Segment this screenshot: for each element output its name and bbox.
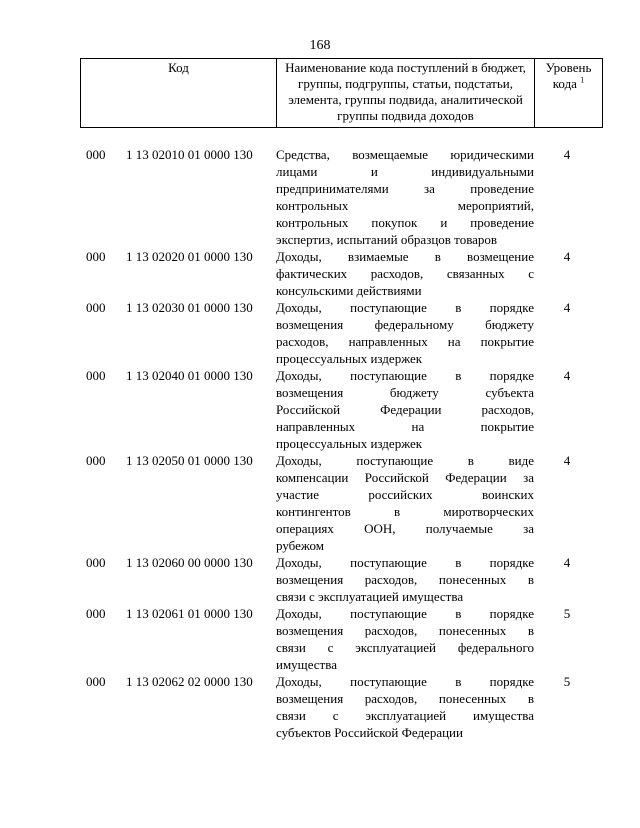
description-line: участие российских воинских	[276, 487, 534, 502]
table-row	[80, 248, 600, 299]
header-name-label: Наименование кода поступлений в бюджет, группы, подгруппы, статьи, подстатьи, элемента, группы подвида, аналитической группы подвида доходов	[285, 60, 526, 123]
description-line: Доходы, поступающие в порядке	[276, 606, 534, 621]
footnote-marker: 1	[580, 75, 585, 85]
revenue-description	[276, 248, 534, 299]
admin-code: 000	[86, 300, 106, 315]
header-code	[81, 59, 277, 128]
revenue-description	[276, 554, 534, 605]
revenue-code: 1 13 02062 02 0000 130	[126, 674, 253, 689]
code-level: 4	[563, 300, 571, 315]
admin-code: 000	[86, 606, 106, 621]
table-row	[80, 146, 600, 248]
description-line: возмещения расходов, понесенных в	[276, 623, 534, 638]
description-line: процессуальных издержек	[276, 436, 423, 451]
description-line: возмещения федеральному бюджету	[276, 317, 534, 332]
revenue-code: 1 13 02040 01 0000 130	[126, 368, 253, 383]
admin-code: 000	[86, 674, 106, 689]
table-body	[80, 146, 600, 741]
table-row	[80, 673, 600, 741]
description-line: операциях ООН, получаемые за	[276, 521, 534, 536]
revenue-description	[276, 673, 534, 741]
description-line: Доходы, поступающие в порядке	[276, 368, 534, 383]
description-line: Доходы, взимаемые в возмещение	[276, 249, 534, 264]
revenue-code: 1 13 02030 01 0000 130	[126, 300, 253, 315]
revenue-code: 1 13 02050 01 0000 130	[126, 453, 253, 468]
table-row	[80, 554, 600, 605]
code-level: 4	[563, 453, 571, 468]
table-row	[80, 452, 600, 554]
code-level: 5	[563, 606, 571, 621]
revenue-description	[276, 367, 534, 452]
revenue-description	[276, 146, 534, 248]
description-line: консульскими действиями	[276, 283, 422, 298]
header-code-label: Код	[168, 60, 189, 75]
revenue-code: 1 13 02061 01 0000 130	[126, 606, 253, 621]
table-row	[80, 367, 600, 452]
description-line: Доходы, поступающие в виде	[276, 453, 534, 468]
description-line: фактических расходов, связанных с	[276, 266, 534, 281]
description-line: компенсации Российской Федерации за	[276, 470, 534, 485]
header-level-label: Уровень кода	[545, 60, 592, 91]
description-line: Доходы, поступающие в порядке	[276, 555, 534, 570]
code-level: 4	[563, 368, 571, 383]
description-line: предпринимателями за проведение	[276, 181, 534, 196]
description-line: связи с эксплуатацией имущества	[276, 589, 464, 604]
description-line: имущества	[276, 657, 337, 672]
description-line: экспертиз, испытаний образцов товаров	[276, 232, 498, 247]
description-line: контрольных мероприятий,	[276, 198, 534, 213]
table-row	[80, 299, 600, 367]
description-line: контингентов в миротворческих	[276, 504, 534, 519]
header-name	[277, 59, 535, 128]
admin-code: 000	[86, 249, 106, 264]
code-level: 5	[563, 674, 571, 689]
description-line: процессуальных издержек	[276, 351, 423, 366]
description-line: связи с эксплуатацией имущества	[276, 708, 534, 723]
code-level: 4	[563, 249, 571, 264]
header-level	[535, 59, 603, 128]
revenue-code: 1 13 02010 01 0000 130	[126, 147, 253, 162]
revenue-code: 1 13 02060 00 0000 130	[126, 555, 253, 570]
description-line: Средства, возмещаемые юридическими	[276, 147, 534, 162]
description-line: возмещения расходов, понесенных в	[276, 572, 534, 587]
description-line: возмещения расходов, понесенных в	[276, 691, 534, 706]
admin-code: 000	[86, 147, 106, 162]
description-line: рубежом	[276, 538, 325, 553]
description-line: лицами и индивидуальными	[276, 164, 534, 179]
page-number: 168	[309, 38, 331, 53]
description-line: контрольных покупок и проведение	[276, 215, 534, 230]
description-line: связи с эксплуатацией федерального	[276, 640, 534, 655]
revenue-description	[276, 605, 534, 673]
code-level: 4	[563, 555, 571, 570]
admin-code: 000	[86, 453, 106, 468]
description-line: направленных на покрытие	[276, 419, 534, 434]
revenue-code: 1 13 02020 01 0000 130	[126, 249, 253, 264]
description-line: Доходы, поступающие в порядке	[276, 300, 534, 315]
description-line: возмещения бюджету субъекта	[276, 385, 534, 400]
admin-code: 000	[86, 555, 106, 570]
description-line: расходов, направленных на покрытие	[276, 334, 534, 349]
description-line: Доходы, поступающие в порядке	[276, 674, 534, 689]
table-row	[80, 605, 600, 673]
revenue-description	[276, 299, 534, 367]
table-header	[80, 58, 603, 128]
revenue-description	[276, 452, 534, 554]
admin-code: 000	[86, 368, 106, 383]
description-line: субъектов Российской Федерации	[276, 725, 463, 740]
description-line: Российской Федерации расходов,	[276, 402, 534, 417]
code-level: 4	[563, 147, 571, 162]
